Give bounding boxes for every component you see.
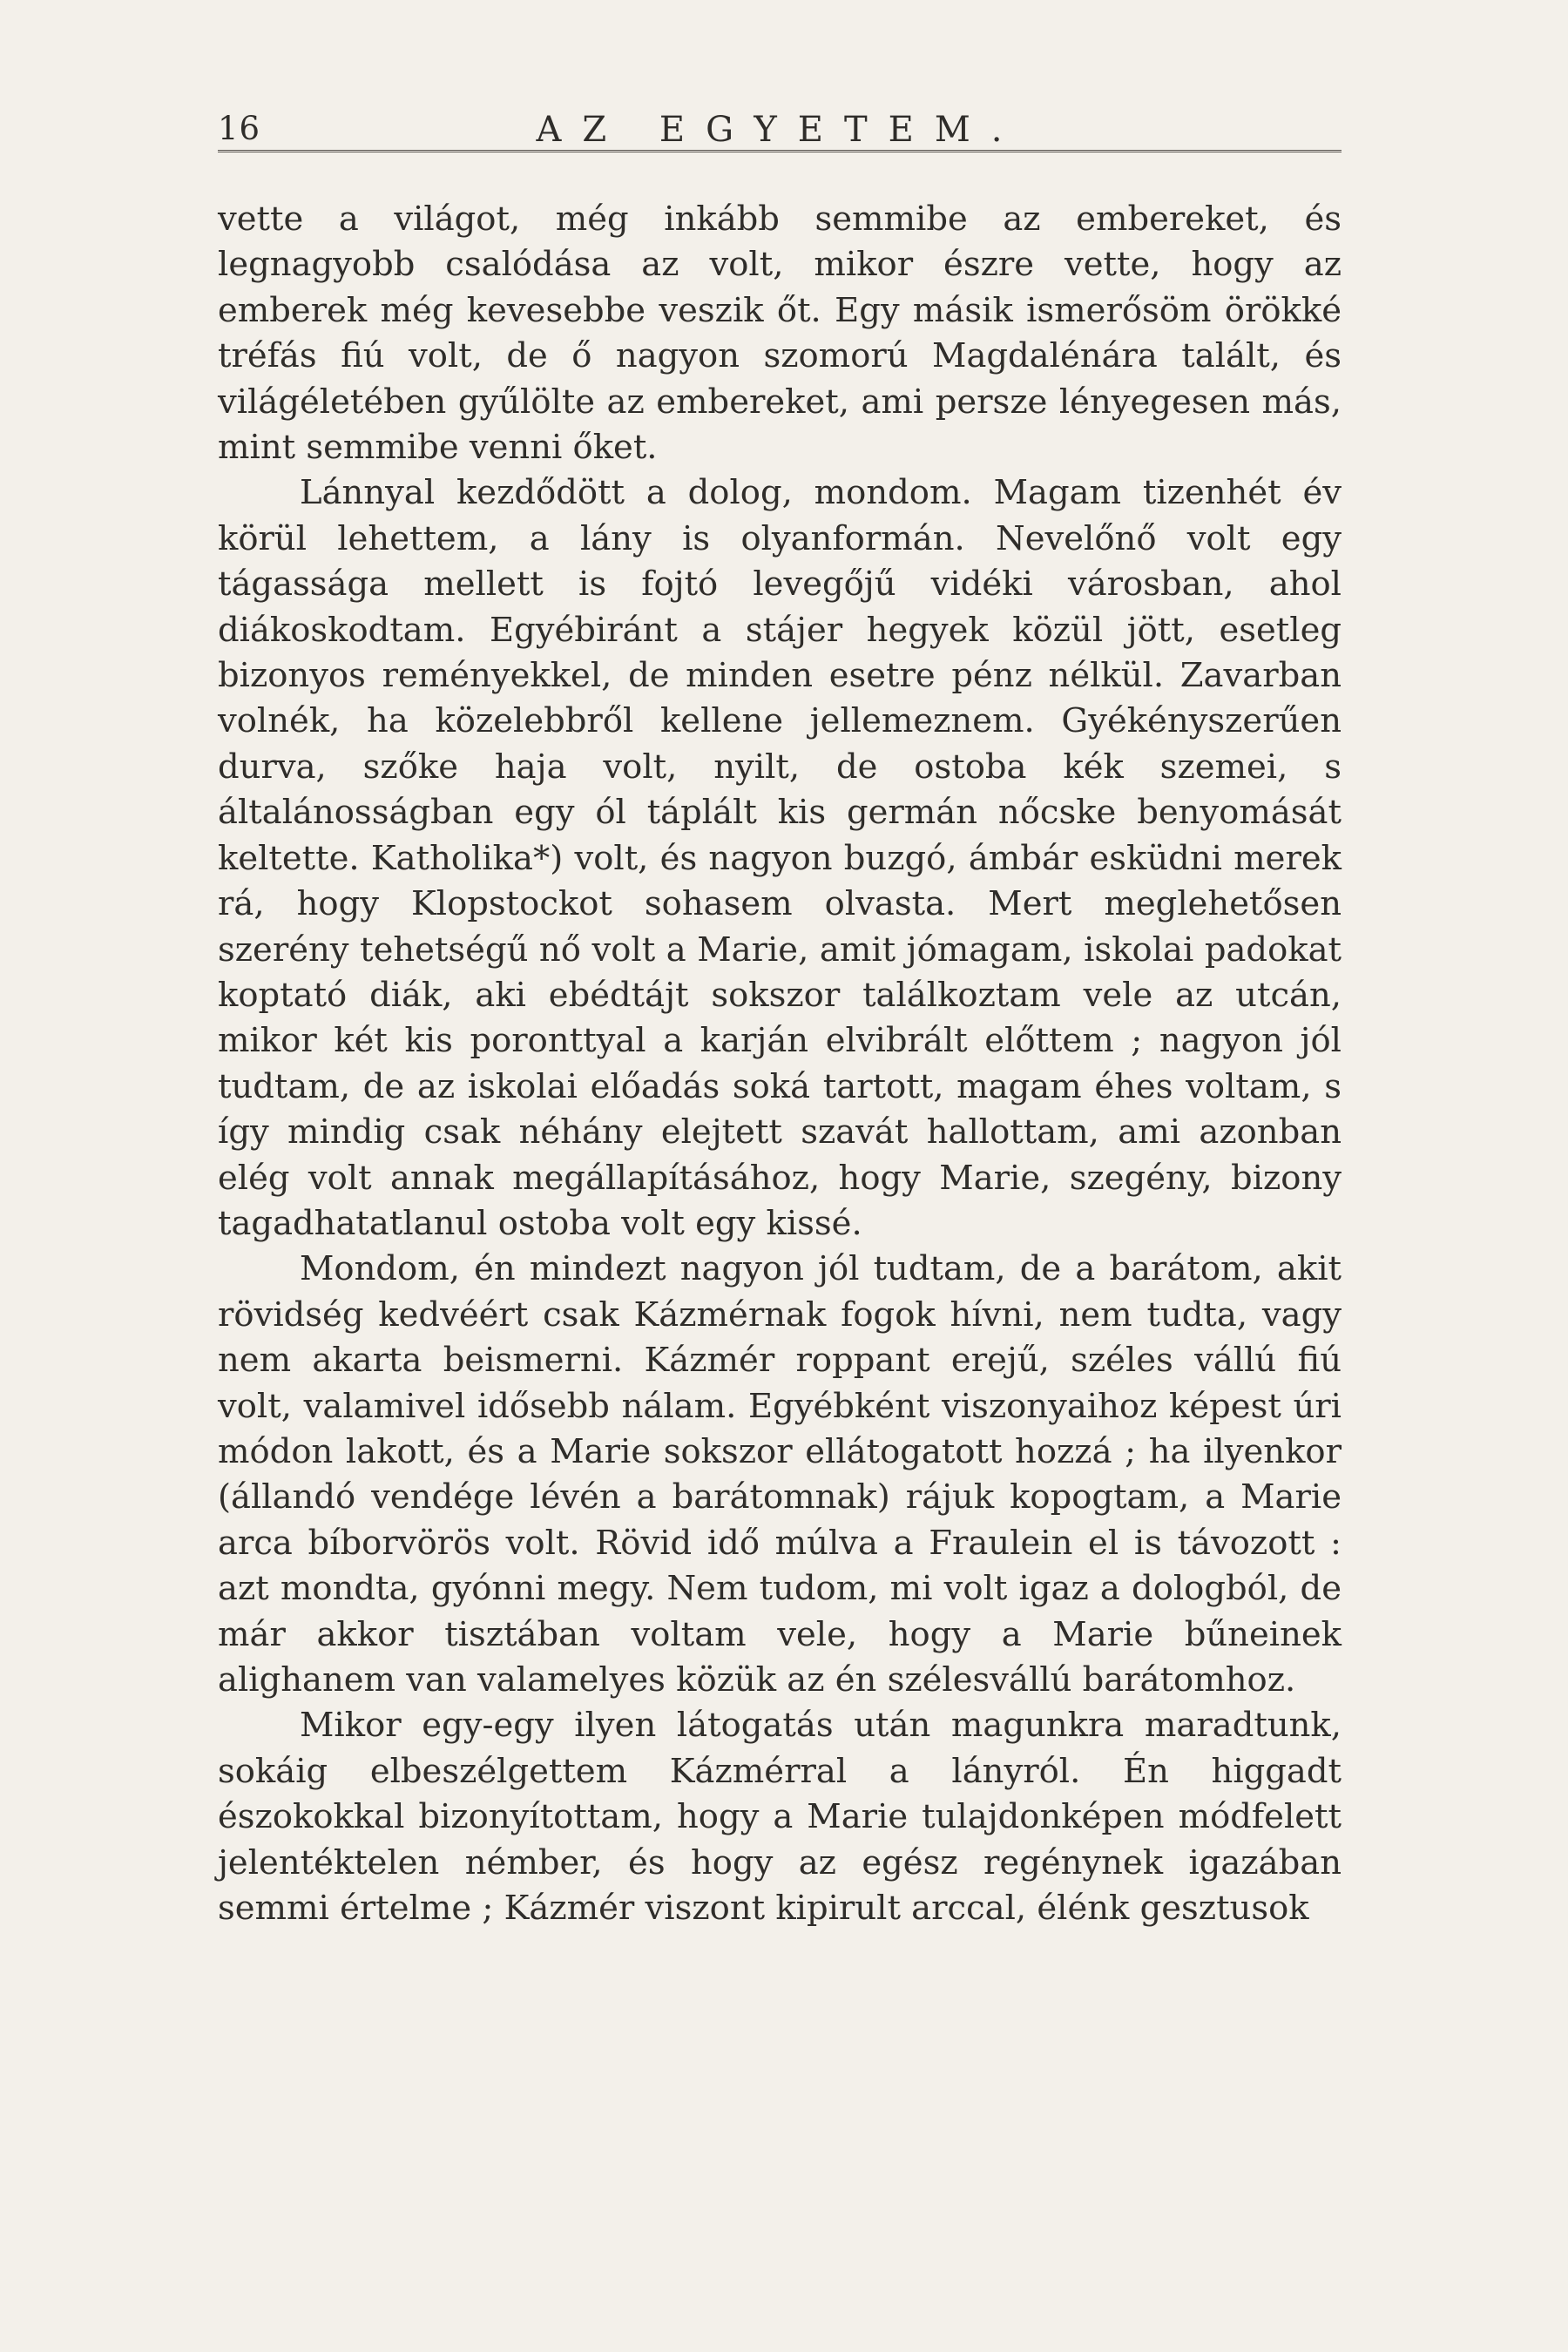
paragraph-3: Mondom, én mindezt nagyon jól tudtam, de a barátom, akit rövidség kedvéért csak Kázmérnak fogok hívni, nem tudta, vagy nem akarta beismerni. Kázmér roppant erejű, széles vállú fiú volt, valamivel idősebb nálam. Egyébként viszonyaihoz képest úri módon lakott, és a Marie sokszor ellátogatott hozzá ; ha ilyenkor (állandó vendége lévén a barátomnak) rájuk kopogtam, a Marie arca bíborvörös volt. Rövid idő múlva a Fraulein el is távozott : azt mondta, gyónni megy. Nem tudom, mi volt igaz a dologból, de már akkor tisztában voltam vele, hogy a Marie bűneinek alighanem van valamelyes közük az én szélesvállú barátomhoz. bbox=[218, 1249, 1342, 1700]
paragraph-4: Mikor egy-egy ilyen látogatás után magunkra maradtunk, sokáig elbeszélgettem Kázmérral a lányról. Én higgadt észokokkal bizonyítottam, hogy a Marie tulajdonképen módfelett jelentéktelen némber, és hogy az egész regénynek igazában semmi értelme ; Kázmér viszont kipirult arccal, élénk gesztusok bbox=[218, 1706, 1342, 1929]
paragraph-1: vette a világot, még inkább semmibe az embereket, és legnagyobb csalódása az volt, mikor észre vette, hogy az emberek még kevesebbe veszik őt. Egy másik ismerősöm örökké tréfás fiú volt, de ő nagyon szomorú Magdalénára talált, és világéletében gyűlölte az embereket, ami persze lényegesen más, mint semmibe venni őket. bbox=[218, 199, 1342, 468]
header-rule bbox=[218, 150, 1342, 154]
body-text bbox=[218, 197, 1342, 1931]
page-header bbox=[218, 110, 1342, 150]
page-number: 16 bbox=[218, 110, 261, 147]
paragraph-2: Lánnyal kezdődött a dolog, mondom. Magam tizenhét év körül lehettem, a lány is olyanformán. Nevelőnő volt egy tágassága mellett is fojtó levegőjű vidéki városban, ahol diákoskodtam. Egyébiránt a stájer hegyek közül jött, esetleg bizonyos reményekkel, de minden esetre pénz nélkül. Zavarban volnék, ha közelebbről kellene jellemeznem. Gyékényszerűen durva, szőke haja volt, nyilt, de ostoba kék szemei, s általánosságban egy ól táplált kis germán nőcske benyomását keltette. Katholika*) volt, és nagyon buzgó, ámbár esküdni merek rá, hogy Klopstockot sohasem olvasta. Mert meglehetősen szerény tehetségű nő volt a Marie, amit jómagam, iskolai padokat koptató diák, aki ebédtájt sokszor találkoztam vele az utcán, mikor két kis poronttyal a karján elvibrált előttem ; nagyon jól tudtam, de az iskolai előadás soká tartott, magam éhes voltam, s így mindig csak néhány elejtett szavát hallottam, ami azonban elég volt annak megállapításához, hogy Marie, szegény, bizony tagadhatatlanul ostoba volt egy kissé. bbox=[218, 473, 1342, 1243]
running-title: AZ EGYETEM. bbox=[536, 110, 1024, 150]
